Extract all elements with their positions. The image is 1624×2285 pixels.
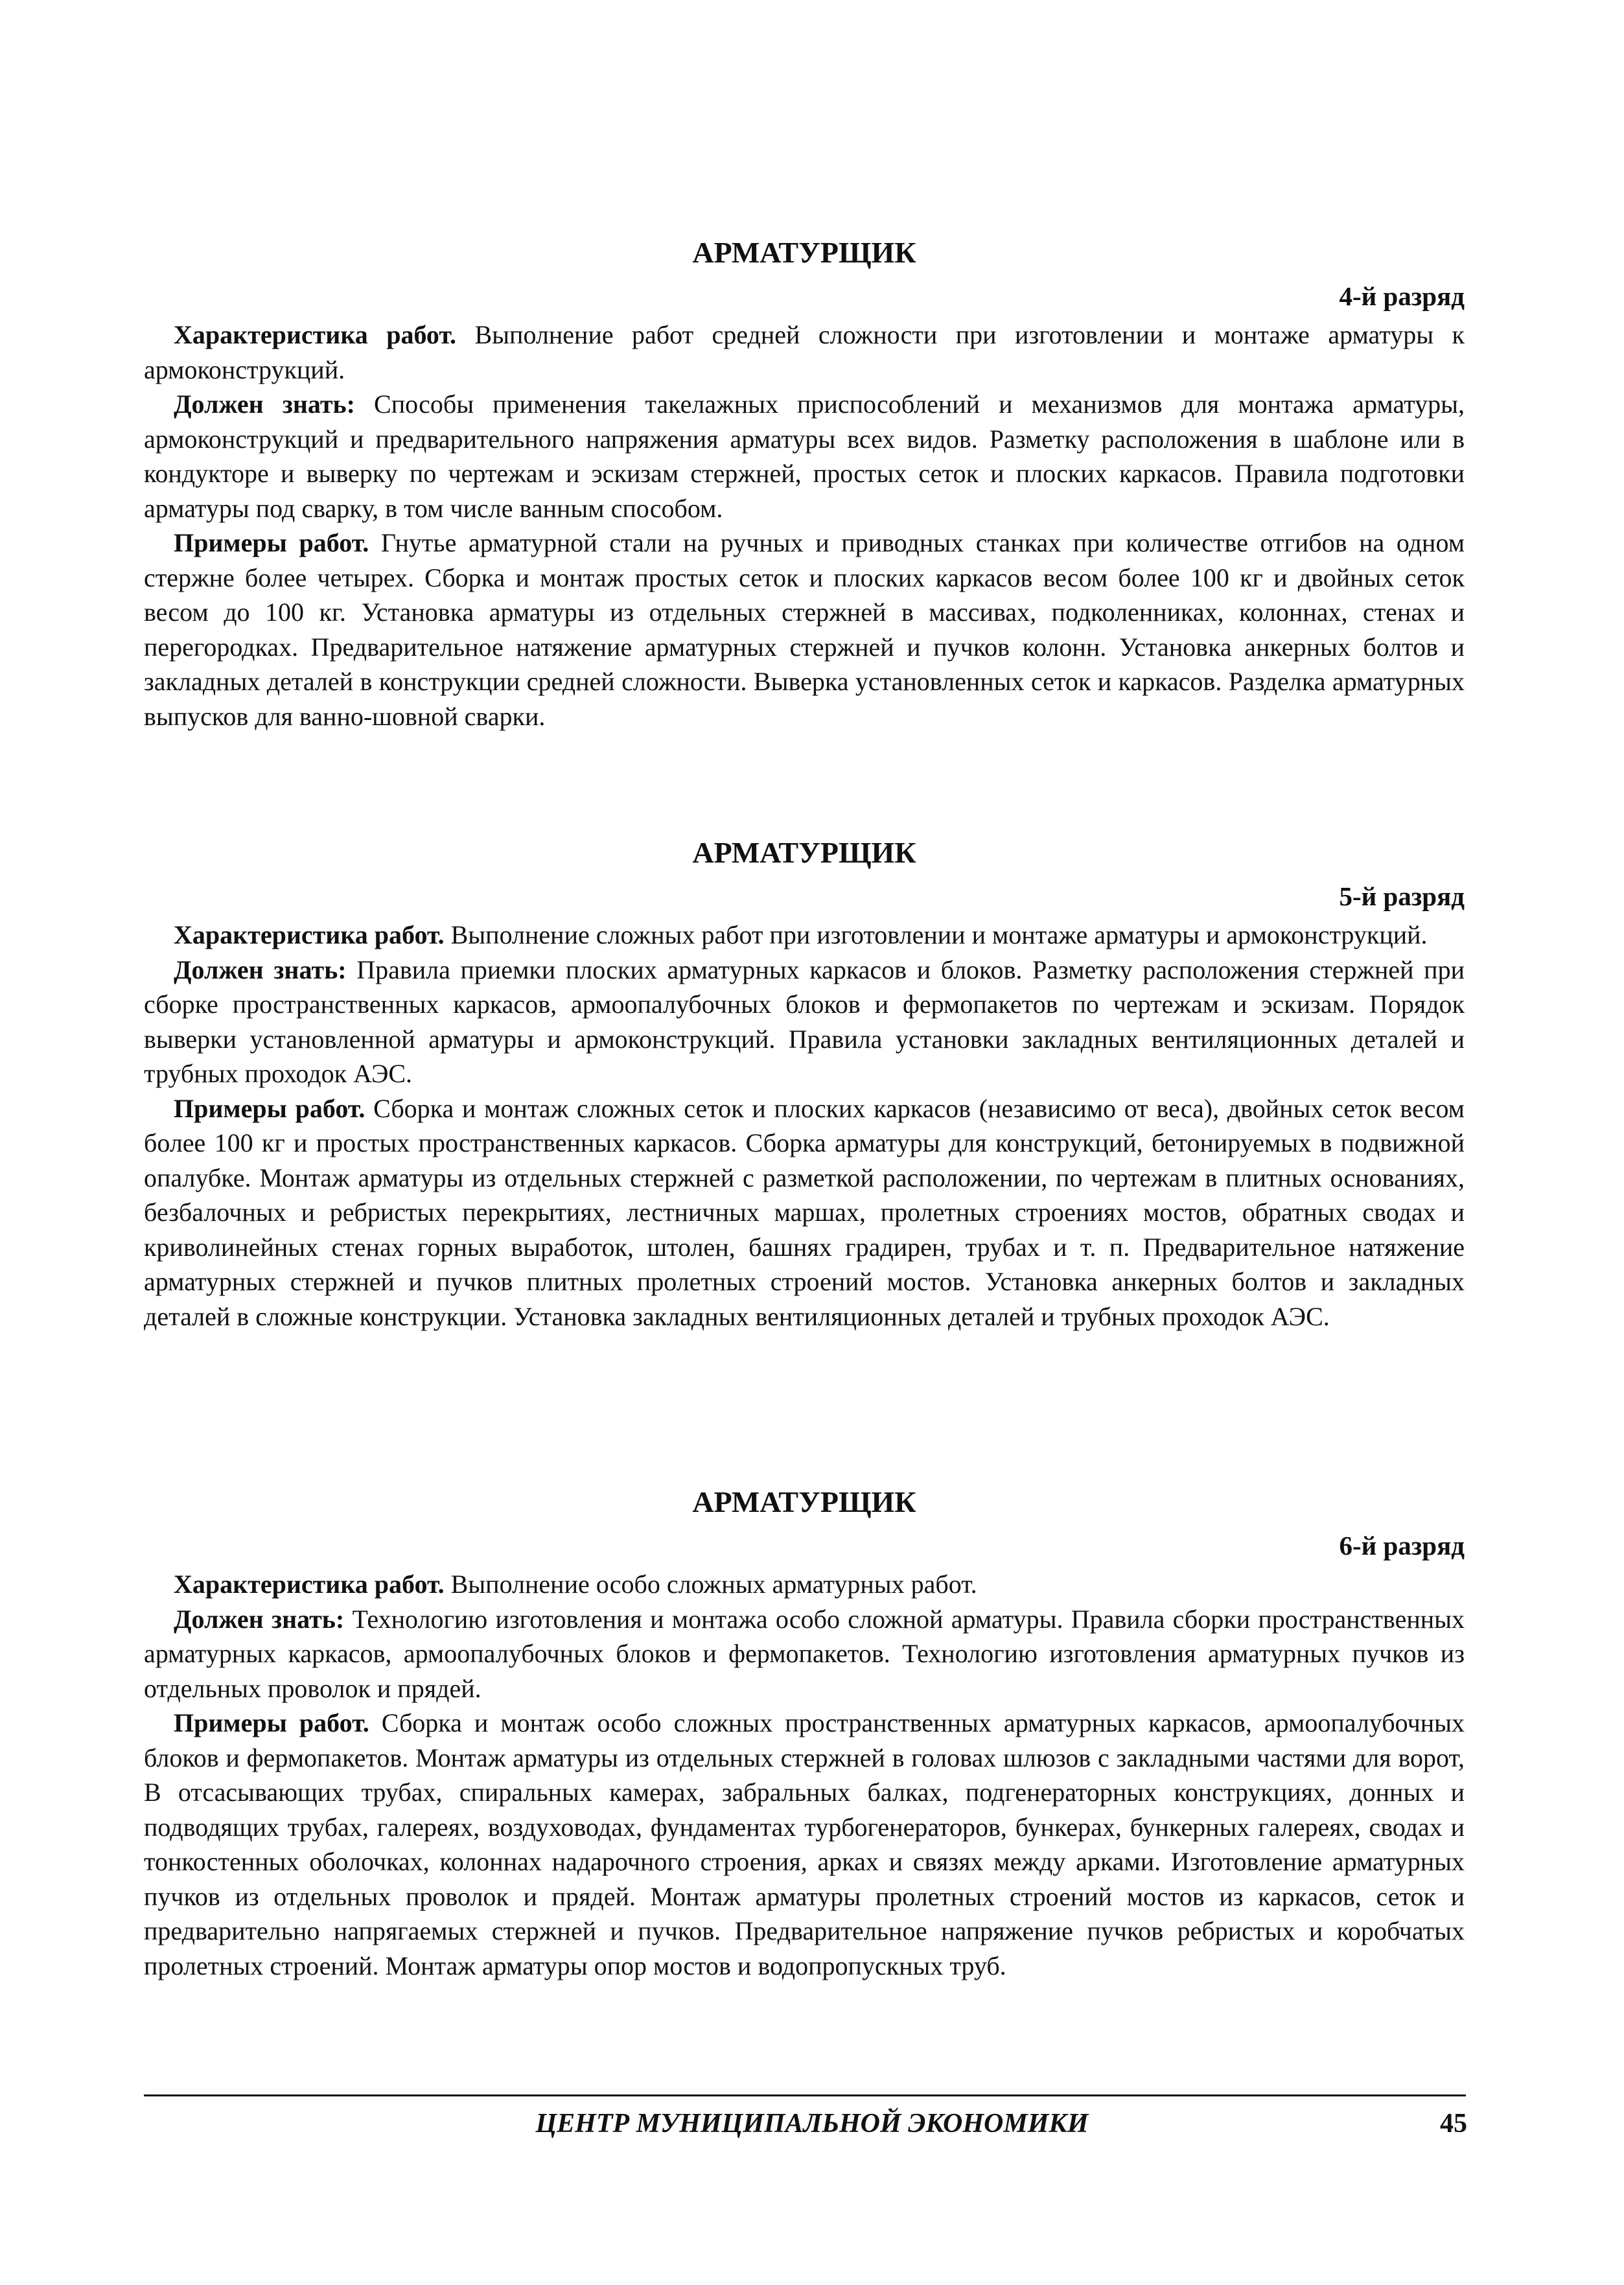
page-number: 45 [1440, 2109, 1467, 2139]
section-grade-4 [144, 235, 1465, 734]
section-title: АРМАТУРЩИК [692, 236, 916, 269]
grade-label: 4-й разряд [1339, 281, 1465, 311]
paragraph-text: Технологию изготовления и монтажа особо сложной арматуры. Правила сборки пространственных арматурных каркасов, армоопалубочных блоков и фермопакетов. Технологию изготовления арматурных пучков из отдельных проволок и прядей. [144, 1604, 1465, 1703]
work-examples-paragraph [144, 1706, 1465, 1983]
required-knowledge-paragraph [144, 953, 1465, 1091]
section-grade-6 [144, 1484, 1465, 1983]
paragraph-label: Характеристика работ. [174, 1570, 445, 1599]
footer-divider [144, 2094, 1466, 2096]
paragraph-label: Должен знать: [174, 955, 347, 984]
paragraph-label: Характеристика работ. [174, 320, 457, 349]
required-knowledge-paragraph [144, 387, 1465, 526]
paragraph-text: Способы применения такелажных приспособлений и механизмов для монтажа арматуры, армоконструкций и предварительного напряжения арматуры всех видов. Разметку расположения в шаблоне или в кондукторе и выверку по чертежам и эскизам стержней, простых сеток и плоских каркасов. Правила подготовки арматуры под сварку, в том числе ванным способом. [144, 389, 1465, 523]
paragraph-label: Примеры работ. [174, 528, 369, 557]
paragraph-text: Выполнение сложных работ при изготовлении и монтаже арматуры и армоконструкций. [444, 920, 1428, 949]
work-characteristics-paragraph [144, 1567, 1465, 1602]
paragraph-label: Примеры работ. [174, 1093, 365, 1123]
paragraph-label: Характеристика работ. [174, 920, 445, 949]
section-title: АРМАТУРЩИК [692, 836, 916, 869]
work-examples-paragraph [144, 526, 1465, 734]
grade-label: 5-й разряд [1339, 881, 1465, 911]
paragraph-label: Примеры работ. [174, 1708, 369, 1737]
paragraph-label: Должен знать: [174, 1604, 345, 1634]
paragraph-text: Гнутье арматурной стали на ручных и приводных станках при количестве отгибов на одном стержне более четырех. Сборка и монтаж простых сеток и плоских каркасов весом более 100 кг и двойных сеток весом до 100 кг. Установка арматуры из отдельных стержней в массивах, подколенниках, колоннах, стенах и перегородках. Предварительное натяжение арматурных стержней и пучков колонн. Установка анкерных болтов и закладных деталей в конструкции средней сложности. Выверка установленных сеток и каркасов. Разделка арматурных выпусков для ванно-шовной сварки. [144, 528, 1465, 731]
work-characteristics-paragraph [144, 318, 1465, 387]
work-examples-paragraph [144, 1091, 1465, 1334]
paragraph-label: Должен знать: [174, 389, 355, 419]
paragraph-text: Выполнение особо сложных арматурных работ. [444, 1570, 977, 1599]
footer-title: ЦЕНТР МУНИЦИПАЛЬНОЙ ЭКОНОМИКИ [535, 2109, 1089, 2139]
paragraph-text: Правила приемки плоских арматурных каркасов и блоков. Разметку расположения стержней при сборке пространственных каркасов, армоопалубочных блоков и фермопакетов по чертежам и эскизам. Порядок выверки установленной арматуры и армоконструкций. Правила установки закладных вентиляционных деталей и трубных проходок АЭС. [144, 955, 1465, 1088]
paragraph-text: Выполнение работ средней сложности при изготовлении и монтаже арматуры к армоконструкций. [144, 320, 1465, 384]
paragraph-text: Сборка и монтаж сложных сеток и плоских каркасов (независимо от веса), двойных сеток весом более 100 кг и простых пространственных каркасов. Сборка арматуры для конструкций, бетонируемых в подвижной опалубке. Монтаж арматуры из отдельных стержней с разметкой расположении, по чертежам в плитных основаниях, безбалочных и ребристых перекрытиях, лестничных маршах, пролетных строениях мостов, обратных сводах и криволинейных стенах горных выработок, штолен, башнях градирен, трубах и т. п. Предварительное натяжение арматурных стержней и пучков плитных пролетных строений мостов. Установка анкерных болтов и закладных деталей в сложные конструкции. Установка закладных вентиляционных деталей и трубных проходок АЭС. [144, 1093, 1465, 1331]
paragraph-text: Сборка и монтаж особо сложных пространственных арматурных каркасов, армоопалубочных блоков и фермопакетов. Монтаж арматуры из отдельных стержней в головах шлюзов с закладными частями для ворот, В отсасывающих трубах, спиральных камерах, забральных балках, подгенераторных конструкциях, донных и подводящих трубах, галереях, воздуховодах, фундаментах турбогенераторов, бункерах, бункерных галереях, сводах и тонкостенных оболочках, колоннах надарочного строения, арках и связях между арками. Изготовление арматурных пучков из отдельных проволок и прядей. Монтаж арматуры пролетных строений мостов из каркасов, сеток и предварительно напрягаемых стержней и пучков. Предварительное напряжение пучков ребристых и коробчатых пролетных строений. Монтаж арматуры опор мостов и водопропускных труб. [144, 1708, 1465, 1980]
required-knowledge-paragraph [144, 1602, 1465, 1706]
work-characteristics-paragraph [144, 918, 1465, 953]
section-grade-5 [144, 835, 1465, 1334]
section-title: АРМАТУРЩИК [692, 1485, 916, 1518]
grade-label: 6-й разряд [1339, 1531, 1465, 1560]
